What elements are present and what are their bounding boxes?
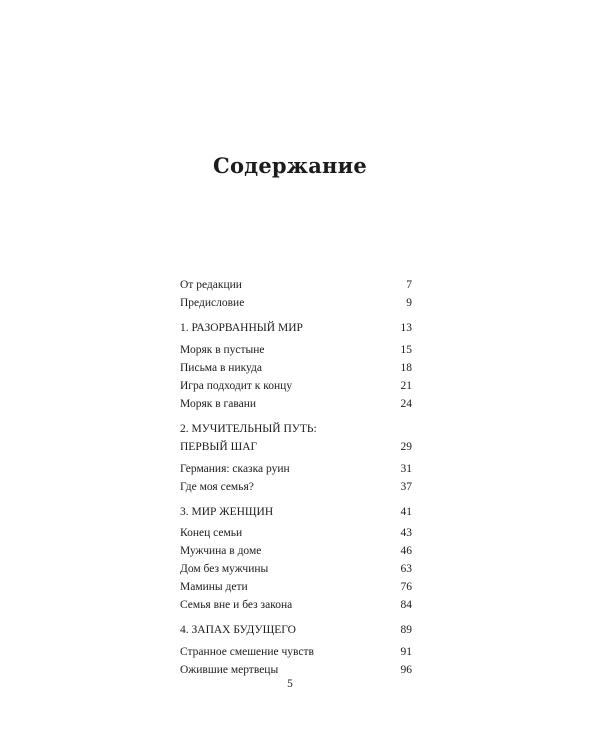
toc-entry-label: От редакции — [180, 279, 242, 291]
toc-entry-label: Семья вне и без закона — [180, 599, 293, 611]
chapter-heading — [180, 438, 412, 457]
toc-entry-page: 76 — [400, 581, 412, 593]
toc-entry — [180, 377, 412, 395]
chapter-page-number: 13 — [400, 322, 412, 334]
toc-entry — [180, 643, 412, 661]
toc-entry — [180, 359, 412, 377]
chapter-heading — [180, 319, 412, 338]
toc-entry — [180, 395, 412, 413]
toc-entry — [180, 460, 412, 478]
chapter-heading — [180, 503, 412, 522]
toc-entry-label: Предисловие — [180, 297, 245, 309]
toc-entry-label: Где моя семья? — [180, 480, 254, 493]
chapter-title: 1. РАЗОРВАННЫЙ МИР — [180, 322, 303, 334]
chapter-title: 3. МИР ЖЕНЩИН — [180, 505, 274, 518]
chapter-heading — [180, 621, 412, 640]
toc-entry-page: 63 — [400, 563, 412, 575]
toc-entry — [180, 578, 412, 596]
toc-entry-page: 18 — [400, 361, 412, 374]
toc-entry-label: Ожившие мертвецы — [180, 663, 279, 676]
front-matter-group — [180, 276, 412, 312]
toc-entry-page: 31 — [400, 462, 412, 475]
toc-entry-label: Моряк в пустыне — [180, 343, 265, 356]
toc-entry — [180, 276, 412, 294]
chapter-title: 4. ЗАПАХ БУДУЩЕГО — [180, 624, 296, 636]
toc-entry-label: Странное смешение чувств — [180, 645, 314, 658]
toc-entry-label: Игра подходит к концу — [180, 379, 293, 392]
toc-entry-page: 7 — [406, 279, 412, 291]
toc-entry-page: 21 — [400, 379, 412, 392]
toc-entry — [180, 524, 412, 542]
toc-entry — [180, 542, 412, 560]
toc-entry-page: 84 — [400, 599, 412, 611]
chapter-page-number: 41 — [400, 505, 412, 518]
toc-entry-label: Конец семьи — [180, 527, 243, 539]
chapter-group — [180, 621, 412, 679]
page-number: 5 — [287, 678, 293, 690]
chapter-group — [180, 319, 412, 413]
toc-entry-label: Мужчина в доме — [180, 545, 262, 557]
toc-entry — [180, 661, 412, 679]
toc-entry-label: Письма в никуда — [180, 361, 263, 374]
chapter-title: 2. МУЧИТЕЛЬНЫЙ ПУТЬ: — [180, 422, 317, 435]
toc-entry — [180, 560, 412, 578]
toc-entry — [180, 294, 412, 312]
toc-entry-page: 96 — [400, 663, 412, 676]
chapter-group — [180, 503, 412, 615]
table-of-contents — [180, 276, 412, 686]
chapter-page-number: 89 — [400, 624, 412, 636]
toc-entry-page: 37 — [400, 480, 412, 493]
toc-entry-label: Германия: сказка руин — [180, 462, 290, 475]
chapter-page-number: 29 — [400, 441, 412, 453]
toc-entry — [180, 596, 412, 614]
toc-entry-page: 46 — [400, 545, 412, 557]
page-title: Содержание — [213, 153, 367, 178]
chapter-group — [180, 420, 412, 496]
toc-entry-page: 43 — [400, 527, 412, 539]
toc-entry — [180, 341, 412, 359]
toc-entry-page: 24 — [400, 397, 412, 410]
toc-entry-label: Мамины дети — [180, 581, 248, 593]
toc-entry-label: Моряк в гавани — [180, 397, 257, 410]
toc-entry — [180, 478, 412, 496]
toc-entry-label: Дом без мужчины — [180, 563, 269, 575]
toc-entry-page: 9 — [406, 297, 412, 309]
toc-entry-page: 91 — [400, 645, 412, 658]
chapter-title: ПЕРВЫЙ ШАГ — [180, 441, 258, 453]
toc-entry-page: 15 — [400, 343, 412, 356]
